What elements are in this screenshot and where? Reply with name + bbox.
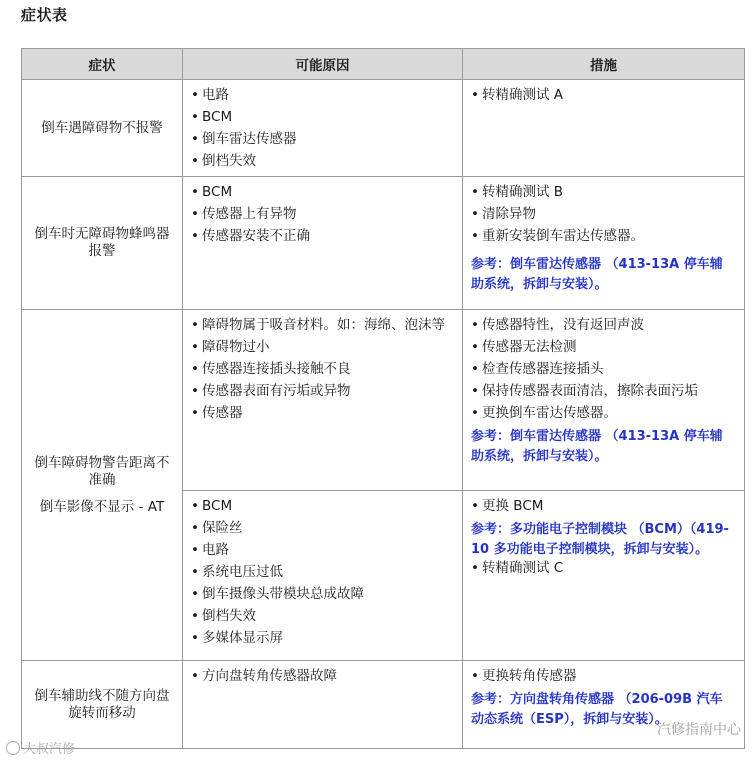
- cause-cell: [183, 661, 463, 749]
- list-item: • 重新安装倒车雷达传感器。: [471, 228, 738, 245]
- header-action: 措施: [463, 49, 745, 80]
- list-item: • 障碍物过小: [191, 339, 456, 356]
- list-item: • 传感器上有异物: [191, 206, 456, 223]
- list-item: • 传感器表面有污垢或异物: [191, 383, 456, 400]
- list-item: • 系统电压过低: [191, 564, 456, 581]
- list-item: • 清除异物: [471, 206, 738, 223]
- action-cell: [463, 80, 745, 177]
- list-item: • 电路: [191, 542, 456, 559]
- watermark-right: 汽修指南中心: [657, 722, 741, 738]
- list-item: • 传感器: [191, 405, 456, 422]
- list-item: • 检查传感器连接插头: [471, 361, 738, 378]
- watermark-left-text: 大叔汽修: [23, 742, 76, 757]
- symptom-cell: [22, 80, 183, 177]
- cause-cell: [183, 310, 463, 491]
- action-cell: [463, 491, 745, 661]
- list-item: • 转精确测试 C: [471, 560, 738, 577]
- header-symptom: 症状: [22, 49, 183, 80]
- header-cause: 可能原因: [183, 49, 463, 80]
- symptom-table: [21, 48, 745, 749]
- list-item: • 保持传感器表面清洁，擦除表面污垢: [471, 383, 738, 400]
- symptom-text: 倒车遇障碍物不报警: [41, 119, 163, 136]
- list-item: • BCM: [191, 109, 456, 126]
- symptom-text: 倒车障碍物警告距离不准确: [34, 454, 170, 488]
- list-item: • BCM: [191, 184, 456, 201]
- symptom-text: 倒车影像不显示 - AT: [39, 498, 165, 515]
- reference-link[interactable]: 参考：多功能电子控制模块 （BCM）（419-10 多功能电子控制模块，拆卸与安装）。: [471, 522, 729, 557]
- reference-link[interactable]: 参考：倒车雷达传感器 （413-13A 停车辅助系统，拆卸与安装）。: [471, 429, 723, 464]
- list-item: • 多媒体显示屏: [191, 630, 456, 647]
- list-item: • 保险丝: [191, 520, 456, 537]
- list-item: • 倒档失效: [191, 608, 456, 625]
- list-item: • 转精确测试 A: [471, 87, 738, 104]
- list-item: • 障碍物属于吸音材料。如：海绵、泡沫等: [191, 317, 456, 334]
- reference-link[interactable]: 参考：方向盘转角传感器 （206-09B 汽车动态系统（ESP），拆卸与安装）。: [471, 692, 723, 727]
- list-item: • BCM: [191, 498, 456, 515]
- list-item: • 更换转角传感器: [471, 668, 738, 685]
- cause-cell: [183, 491, 463, 661]
- table-row: [22, 80, 745, 177]
- watermark-logo-icon: [6, 741, 20, 755]
- list-item: • 传感器无法检测: [471, 339, 738, 356]
- list-item: • 传感器连接插头接触不良: [191, 361, 456, 378]
- symptom-text: 倒车辅助线不随方向盘旋转而移动: [34, 687, 170, 721]
- cause-cell: [183, 80, 463, 177]
- symptom-cell: [22, 177, 183, 310]
- list-item: • 方向盘转角传感器故障: [191, 668, 456, 685]
- cause-cell: [183, 177, 463, 310]
- list-item: • 电路: [191, 87, 456, 104]
- page-title: 症状表: [21, 6, 68, 24]
- table-header-row: [22, 49, 745, 80]
- action-cell: [463, 177, 745, 310]
- list-item: • 传感器特性，没有返回声波: [471, 317, 738, 334]
- symptom-cell: [22, 310, 183, 661]
- action-cell: [463, 310, 745, 491]
- list-item: • 转精确测试 B: [471, 184, 738, 201]
- table-row: [22, 177, 745, 310]
- list-item: • 更换倒车雷达传感器。: [471, 405, 738, 422]
- symptom-cell: [22, 661, 183, 749]
- list-item: • 传感器安装不正确: [191, 228, 456, 245]
- table-row: [22, 310, 745, 491]
- symptom-text: 倒车时无障碍物蜂鸣器报警: [34, 226, 170, 259]
- table-row: [22, 661, 745, 749]
- list-item: • 更换 BCM: [471, 498, 738, 515]
- list-item: • 倒档失效: [191, 153, 456, 170]
- list-item: • 倒车雷达传感器: [191, 131, 456, 148]
- watermark-left: [6, 738, 75, 757]
- list-item: • 倒车摄像头带模块总成故障: [191, 586, 456, 603]
- reference-link[interactable]: 参考：倒车雷达传感器 （413-13A 停车辅助系统，拆卸与安装）。: [471, 257, 723, 292]
